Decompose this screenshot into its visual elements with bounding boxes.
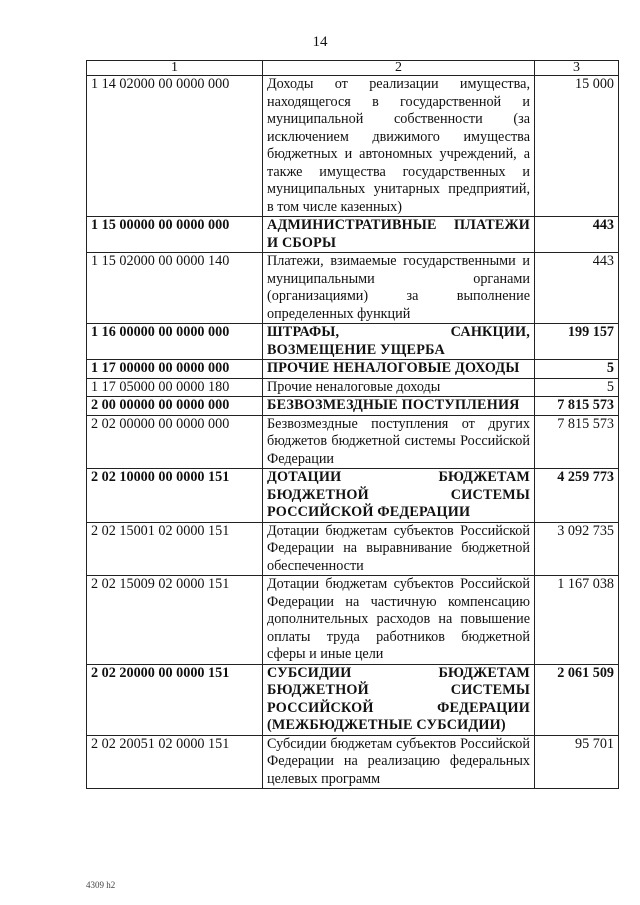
table-row bbox=[87, 469, 619, 523]
budget-code-cell: 2 02 20000 00 0000 151 bbox=[87, 664, 263, 735]
description-cell: БЕЗВОЗМЕЗДНЫЕ ПОСТУПЛЕНИЯ bbox=[263, 397, 535, 416]
amount-cell: 5 bbox=[535, 360, 619, 379]
description-cell: СУБСИДИИ БЮДЖЕТАМ БЮДЖЕТНОЙ СИСТЕМЫ РОССИЙСКОЙ ФЕДЕРАЦИИ (МЕЖБЮДЖЕТНЫЕ СУБСИДИИ) bbox=[263, 664, 535, 735]
revenue-table bbox=[86, 60, 619, 789]
table-row bbox=[87, 253, 619, 324]
description-cell: Дотации бюджетам субъектов Российской Федерации на выравнивание бюджетной обеспеченности bbox=[263, 522, 535, 576]
table-row bbox=[87, 324, 619, 360]
description-cell: Дотации бюджетам субъектов Российской Федерации на частичную компенсацию дополнительных расходов на повышение оплаты труда работников бюджетной сферы и иные цели bbox=[263, 576, 535, 665]
amount-cell: 2 061 509 bbox=[535, 664, 619, 735]
table-row bbox=[87, 76, 619, 217]
description-cell: Платежи, взимаемые государственными и муниципальными органами (организациями) за выполнение определенных функций bbox=[263, 253, 535, 324]
amount-cell: 199 157 bbox=[535, 324, 619, 360]
amount-cell: 5 bbox=[535, 378, 619, 397]
amount-cell: 1 167 038 bbox=[535, 576, 619, 665]
amount-cell: 15 000 bbox=[535, 76, 619, 217]
description-cell: ШТРАФЫ, САНКЦИИ, ВОЗМЕЩЕНИЕ УЩЕРБА bbox=[263, 324, 535, 360]
budget-code-cell: 1 17 00000 00 0000 000 bbox=[87, 360, 263, 379]
table-row bbox=[87, 576, 619, 665]
column-header-row bbox=[87, 61, 619, 76]
table-row bbox=[87, 397, 619, 416]
amount-cell: 95 701 bbox=[535, 735, 619, 789]
amount-cell: 3 092 735 bbox=[535, 522, 619, 576]
column-header-amount: 3 bbox=[535, 61, 619, 76]
description-cell: ДОТАЦИИ БЮДЖЕТАМ БЮДЖЕТНОЙ СИСТЕМЫ РОССИЙСКОЙ ФЕДЕРАЦИИ bbox=[263, 469, 535, 523]
column-header-code: 1 bbox=[87, 61, 263, 76]
budget-code-cell: 2 00 00000 00 0000 000 bbox=[87, 397, 263, 416]
budget-code-cell: 1 15 02000 00 0000 140 bbox=[87, 253, 263, 324]
table-row bbox=[87, 735, 619, 789]
amount-cell: 7 815 573 bbox=[535, 415, 619, 469]
table-row bbox=[87, 522, 619, 576]
table-row bbox=[87, 415, 619, 469]
budget-code-cell: 1 15 00000 00 0000 000 bbox=[87, 217, 263, 253]
description-cell: Прочие неналоговые доходы bbox=[263, 378, 535, 397]
page-number: 14 bbox=[312, 34, 328, 50]
description-cell: Субсидии бюджетам субъектов Российской Федерации на реализацию федеральных целевых программ bbox=[263, 735, 535, 789]
description-cell: ПРОЧИЕ НЕНАЛОГОВЫЕ ДОХОДЫ bbox=[263, 360, 535, 379]
amount-cell: 4 259 773 bbox=[535, 469, 619, 523]
table-body bbox=[87, 76, 619, 789]
description-cell: Доходы от реализации имущества, находящегося в государственной и муниципальной собственности (за исключением движимого имущества бюджетных и автономных учреждений, а также имущества государственных и муниципальных унитарных предприятий, в том числе казенных) bbox=[263, 76, 535, 217]
amount-cell: 7 815 573 bbox=[535, 397, 619, 416]
budget-code-cell: 2 02 10000 00 0000 151 bbox=[87, 469, 263, 523]
budget-code-cell: 2 02 00000 00 0000 000 bbox=[87, 415, 263, 469]
budget-code-cell: 2 02 15001 02 0000 151 bbox=[87, 522, 263, 576]
amount-cell: 443 bbox=[535, 253, 619, 324]
budget-code-cell: 1 14 02000 00 0000 000 bbox=[87, 76, 263, 217]
budget-code-cell: 1 16 00000 00 0000 000 bbox=[87, 324, 263, 360]
table-row bbox=[87, 378, 619, 397]
table-row bbox=[87, 217, 619, 253]
budget-code-cell: 1 17 05000 00 0000 180 bbox=[87, 378, 263, 397]
budget-code-cell: 2 02 20051 02 0000 151 bbox=[87, 735, 263, 789]
budget-code-cell: 2 02 15009 02 0000 151 bbox=[87, 576, 263, 665]
description-cell: Безвозмездные поступления от других бюджетов бюджетной системы Российской Федерации bbox=[263, 415, 535, 469]
table-row bbox=[87, 360, 619, 379]
amount-cell: 443 bbox=[535, 217, 619, 253]
column-header-description: 2 bbox=[263, 61, 535, 76]
description-cell: АДМИНИСТРАТИВНЫЕ ПЛАТЕЖИ И СБОРЫ bbox=[263, 217, 535, 253]
print-mark: 4309 h2 bbox=[86, 880, 116, 890]
table-row bbox=[87, 664, 619, 735]
